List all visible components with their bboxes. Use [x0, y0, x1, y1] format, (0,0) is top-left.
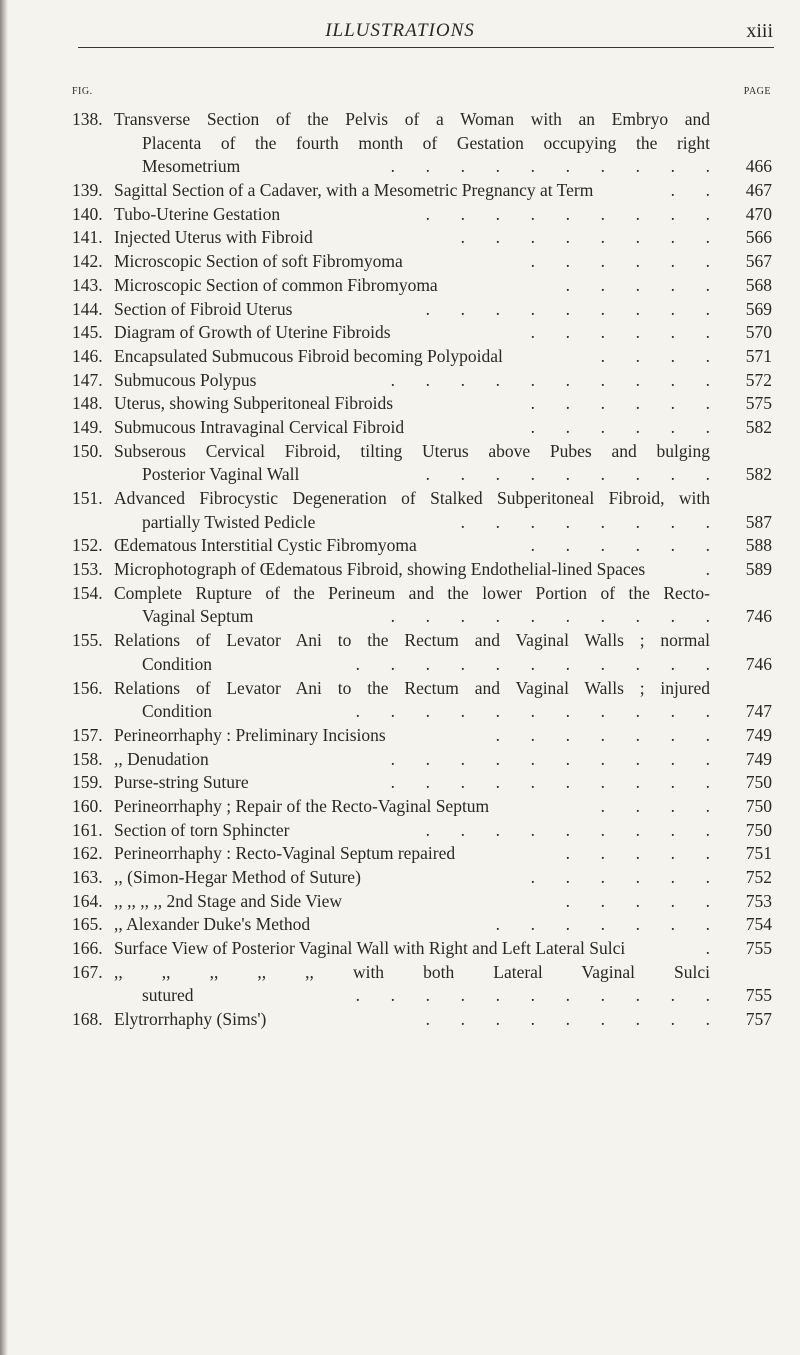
entry-line: [0, 250, 800, 274]
leader-dots: . . . . . . .: [495, 914, 710, 935]
leader-dots: . . . . . . . . .: [425, 464, 710, 485]
figure-number: 158.: [72, 748, 103, 769]
page-ref: 750: [745, 772, 772, 793]
page-ref: 747: [745, 701, 772, 722]
entry-line: [0, 274, 800, 298]
figure-title: Perineorrhaphy : Recto-Vaginal Septum repaired: [114, 843, 456, 864]
list-item: [0, 179, 800, 203]
figure-number: 160.: [72, 795, 103, 816]
list-item: [0, 677, 800, 724]
figure-title: Perineorrhaphy : Preliminary Incisions: [114, 724, 386, 745]
entry-line: [0, 108, 800, 132]
figure-title: Condition: [142, 653, 213, 674]
figure-number: 154.: [72, 582, 103, 603]
illustrations-list: [0, 108, 800, 1032]
figure-number: 150.: [72, 440, 103, 461]
entry-line: [0, 132, 800, 156]
leader-dots: . . . . .: [565, 843, 710, 864]
running-head: [0, 20, 800, 50]
figure-number: 141.: [72, 227, 103, 248]
figure-number: 161.: [72, 819, 103, 840]
entry-line: [0, 937, 800, 961]
page-ref: 749: [745, 724, 772, 745]
page-ref: 571: [745, 345, 772, 366]
fig-column-label: FIG.: [72, 86, 93, 97]
list-item: [0, 724, 800, 748]
figure-number: 138.: [72, 109, 103, 129]
figure-title: Microscopic Section of common Fibromyoma: [114, 274, 438, 295]
figure-title: ,, Denudation: [114, 748, 209, 769]
figure-title: Diagram of Growth of Uterine Fibroids: [114, 322, 391, 343]
entry-line: [0, 961, 800, 985]
leader-dots: . . . . . .: [530, 535, 710, 556]
header-rule: [78, 47, 774, 48]
leader-dots: . . . . . . . . . . .: [355, 985, 710, 1006]
page-ref: 569: [745, 298, 772, 319]
figure-number: 155.: [72, 630, 103, 651]
figure-title: Microscopic Section of soft Fibromyoma: [114, 251, 403, 272]
figure-title: sutured: [142, 985, 194, 1006]
page-ref: 589: [745, 559, 772, 580]
leader-dots: . . . . . .: [530, 416, 710, 437]
figure-number: 168.: [72, 1009, 103, 1030]
page-ref: 467: [745, 180, 772, 201]
entry-line: [0, 511, 800, 535]
leader-dots: . . . . . . . . . .: [390, 369, 710, 390]
page-ref: 582: [745, 464, 772, 485]
list-item: [0, 108, 800, 179]
page-ref: 750: [745, 795, 772, 816]
list-item: [0, 392, 800, 416]
figure-number: 152.: [72, 535, 103, 556]
list-item: [0, 842, 800, 866]
entry-line: [0, 345, 800, 369]
leader-dots: . . . . . . . . .: [425, 298, 710, 319]
column-labels: [0, 86, 800, 100]
page-column-label: PAGE: [743, 86, 771, 97]
leader-dots: .: [705, 938, 710, 959]
figure-title: Tubo-Uterine Gestation: [114, 203, 281, 224]
entry-line: [0, 629, 800, 653]
figure-number: 146.: [72, 345, 103, 366]
figure-title: ,, ,, ,, ,, ,, with both Lateral Vaginal Sulci: [114, 961, 710, 982]
entry-line: [0, 463, 800, 487]
list-item: [0, 795, 800, 819]
entry-line: [0, 558, 800, 582]
entry-line: [0, 913, 800, 937]
list-item: [0, 274, 800, 298]
figure-title: Œdematous Interstitial Cystic Fibromyoma: [114, 535, 417, 556]
figure-title: Relations of Levator Ani to the Rectum and Vaginal Walls ; injured: [114, 677, 710, 698]
leader-dots: . . . .: [600, 795, 710, 816]
page-ref: 568: [745, 274, 772, 295]
page-number: xiii: [746, 20, 773, 42]
entry-line: [0, 321, 800, 345]
figure-number: 163.: [72, 867, 103, 887]
figure-title: Injected Uterus with Fibroid: [114, 227, 313, 248]
entry-line: [0, 819, 800, 843]
figure-title: Complete Rupture of the Perineum and the lower Portion of the Recto-: [114, 582, 710, 603]
figure-title: ,, Alexander Duke's Method: [114, 914, 311, 935]
leader-dots: . . . . . . . . . . .: [355, 653, 710, 674]
figure-title: Purse-string Suture: [114, 772, 249, 793]
figure-number: 153.: [72, 559, 103, 580]
figure-number: 159.: [72, 772, 103, 793]
list-item: [0, 203, 800, 227]
page-ref: 754: [745, 914, 772, 935]
list-item: [0, 629, 800, 676]
leader-dots: . . . . . . . . .: [425, 1009, 710, 1030]
figure-title: partially Twisted Pedicle: [142, 511, 316, 532]
figure-title: Surface View of Posterior Vaginal Wall with Right and Left Lateral Sulci: [114, 938, 626, 959]
figure-title: Submucous Intravaginal Cervical Fibroid: [114, 416, 405, 437]
figure-number: 162.: [72, 843, 103, 864]
list-item: [0, 298, 800, 322]
figure-number: 140.: [72, 203, 103, 224]
list-item: [0, 866, 800, 890]
leader-dots: . . . . . . . .: [460, 227, 710, 248]
page-ref: 570: [745, 322, 772, 343]
list-item: [0, 771, 800, 795]
list-item: [0, 369, 800, 393]
leader-dots: . . . . . .: [530, 393, 710, 414]
figure-title: ,, ,, ,, ,, 2nd Stage and Side View: [114, 890, 343, 911]
page-ref: 746: [745, 653, 772, 674]
figure-number: 144.: [72, 298, 103, 319]
entry-line: [0, 795, 800, 819]
entry-line: [0, 179, 800, 203]
entry-line: [0, 653, 800, 677]
list-item: [0, 582, 800, 629]
figure-title: Placenta of the fourth month of Gestation occupying the right: [142, 132, 710, 153]
figure-title: Mesometrium: [142, 156, 241, 177]
figure-title: Advanced Fibrocystic Degeneration of Stalked Subperitoneal Fibroid, with: [114, 488, 710, 508]
list-item: [0, 819, 800, 843]
list-item: [0, 226, 800, 250]
page-ref: 572: [745, 369, 772, 390]
page-ref: 757: [745, 1009, 772, 1030]
entry-line: [0, 440, 800, 464]
leader-dots: . . . . . . .: [495, 724, 710, 745]
page-ref: 582: [745, 416, 772, 437]
page-ref: 755: [745, 985, 772, 1006]
figure-title: Relations of Levator Ani to the Rectum and Vaginal Walls ; normal: [114, 630, 710, 651]
figure-title: Encapsulated Submucous Fibroid becoming Polypoidal: [114, 345, 503, 366]
page-ref: 753: [745, 890, 772, 911]
list-item: [0, 913, 800, 937]
figure-title: Section of torn Sphincter: [114, 819, 290, 840]
figure-title: Uterus, showing Subperitoneal Fibroids: [114, 393, 394, 414]
figure-title: Perineorrhaphy ; Repair of the Recto-Vaginal Septum: [114, 795, 490, 816]
entry-line: [0, 298, 800, 322]
figure-title: Sagittal Section of a Cadaver, with a Mesometric Pregnancy at Term: [114, 180, 594, 201]
entry-line: [0, 416, 800, 440]
list-item: [0, 345, 800, 369]
list-item: [0, 558, 800, 582]
list-item: [0, 890, 800, 914]
leader-dots: . . . . . . . . . .: [390, 606, 710, 627]
figure-number: 167.: [72, 961, 103, 982]
leader-dots: . . . . .: [565, 890, 710, 911]
entry-line: [0, 748, 800, 772]
figure-title: Submucous Polypus: [114, 369, 257, 390]
leader-dots: . . . . . . . . . . .: [355, 701, 710, 722]
figure-title: Posterior Vaginal Wall: [142, 464, 300, 485]
figure-title: ,, (Simon-Hegar Method of Suture): [114, 867, 361, 887]
leader-dots: . . . . . . . . . .: [390, 772, 710, 793]
page-ref: 746: [745, 606, 772, 627]
figure-title: Transverse Section of the Pelvis of a Woman with an Embryo and: [114, 109, 710, 129]
page-ref: 755: [745, 938, 772, 959]
figure-number: 164.: [72, 890, 103, 911]
page-ref: 567: [745, 251, 772, 272]
figure-number: 139.: [72, 180, 103, 201]
figure-title: Microphotograph of Œdematous Fibroid, showing Endothelial-lined Spaces: [114, 559, 646, 580]
list-item: [0, 937, 800, 961]
list-item: [0, 440, 800, 487]
list-item: [0, 1008, 800, 1032]
page-ref: 750: [745, 819, 772, 840]
entry-line: [0, 155, 800, 179]
leader-dots: . . . . . .: [530, 867, 710, 887]
list-item: [0, 534, 800, 558]
entry-line: [0, 677, 800, 701]
figure-number: 148.: [72, 393, 103, 414]
entry-line: [0, 700, 800, 724]
list-item: [0, 487, 800, 534]
entry-line: [0, 203, 800, 227]
leader-dots: .: [705, 559, 710, 580]
list-item: [0, 250, 800, 274]
entry-line: [0, 1008, 800, 1032]
leader-dots: . .: [670, 180, 710, 201]
figure-number: 151.: [72, 488, 103, 508]
figure-number: 147.: [72, 369, 103, 390]
leader-dots: . . . . . . . . . .: [390, 156, 710, 177]
entry-line: [0, 226, 800, 250]
entry-line: [0, 771, 800, 795]
page-ref: 566: [745, 227, 772, 248]
entry-line: [0, 724, 800, 748]
page-ref: 751: [745, 843, 772, 864]
figure-title: Vaginal Septum: [142, 606, 254, 627]
entry-line: [0, 890, 800, 914]
list-item: [0, 961, 800, 1008]
entry-line: [0, 534, 800, 558]
running-head-title: ILLUSTRATIONS: [325, 20, 475, 41]
leader-dots: . . . . . .: [530, 251, 710, 272]
page-ref: 587: [745, 511, 772, 532]
list-item: [0, 748, 800, 772]
page-ref: 466: [745, 156, 772, 177]
figure-number: 156.: [72, 677, 103, 698]
figure-number: 142.: [72, 251, 103, 272]
list-item: [0, 321, 800, 345]
figure-number: 143.: [72, 274, 103, 295]
entry-line: [0, 369, 800, 393]
list-item: [0, 416, 800, 440]
figure-number: 165.: [72, 914, 103, 935]
page-ref: 749: [745, 748, 772, 769]
entry-line: [0, 582, 800, 606]
page-ref: 588: [745, 535, 772, 556]
entry-line: [0, 487, 800, 511]
entry-line: [0, 842, 800, 866]
figure-number: 157.: [72, 724, 103, 745]
figure-title: Elytrorrhaphy (Sims'): [114, 1009, 267, 1030]
figure-title: Section of Fibroid Uterus: [114, 298, 293, 319]
figure-number: 145.: [72, 322, 103, 343]
page-ref: 470: [745, 203, 772, 224]
figure-number: 166.: [72, 938, 103, 959]
leader-dots: . . . . . . . .: [460, 511, 710, 532]
figure-title: Condition: [142, 701, 213, 722]
page-ref: 752: [745, 867, 772, 887]
entry-line: [0, 392, 800, 416]
leader-dots: . . . . . . . . .: [425, 819, 710, 840]
figure-title: Subserous Cervical Fibroid, tilting Uterus above Pubes and bulging: [114, 440, 710, 461]
page-ref: 575: [745, 393, 772, 414]
leader-dots: . . . . . . . . .: [425, 203, 710, 224]
leader-dots: . . . .: [600, 345, 710, 366]
figure-number: 149.: [72, 416, 103, 437]
leader-dots: . . . . .: [565, 274, 710, 295]
entry-line: [0, 984, 800, 1008]
entry-line: [0, 866, 800, 890]
entry-line: [0, 605, 800, 629]
leader-dots: . . . . . .: [530, 322, 710, 343]
leader-dots: . . . . . . . . . .: [390, 748, 710, 769]
